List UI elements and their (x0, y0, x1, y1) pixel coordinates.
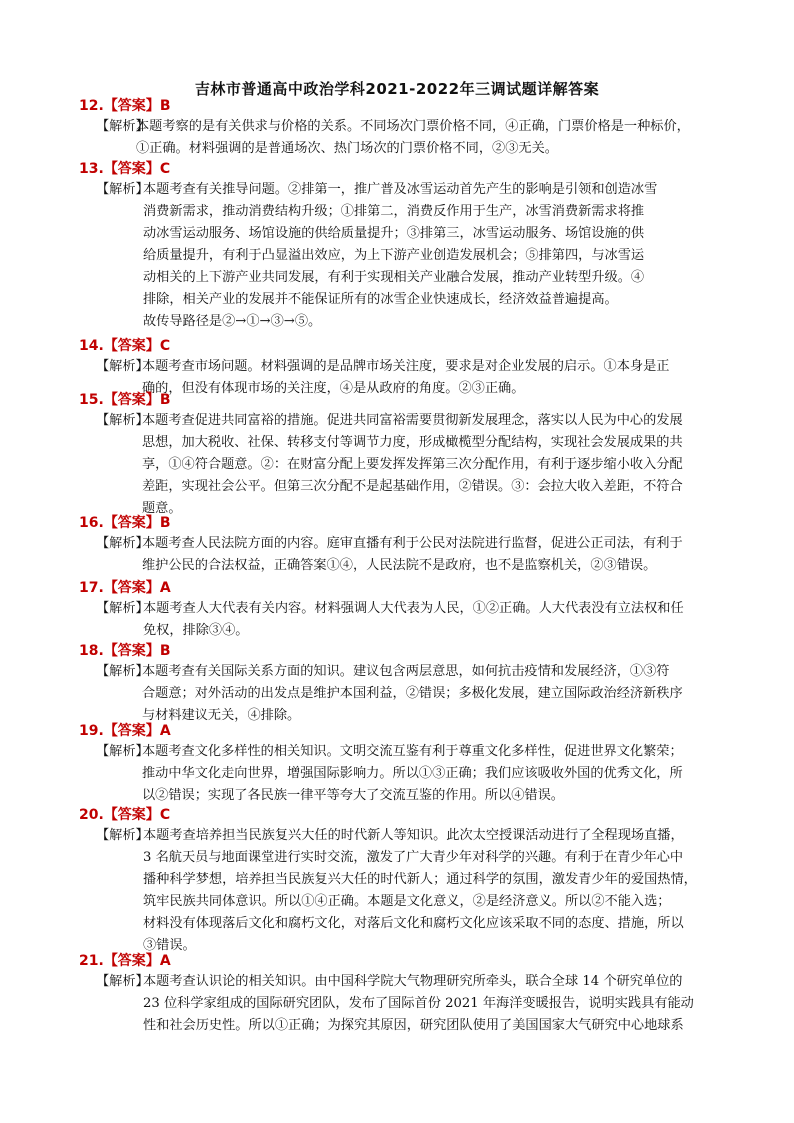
answer-line (79, 951, 730, 971)
answer-line (79, 159, 730, 179)
analysis-tag: 【解析】 (96, 664, 149, 679)
analysis-text-line: ③错误。 (143, 938, 196, 953)
analysis-text-line: ①正确。材料强调的是普通场次、热门场次的门票价格不同，②③无关。 (136, 141, 558, 156)
question-number: 12. (79, 98, 104, 114)
answer-tag: 【答案】 (103, 643, 160, 659)
analysis-tag: 【解析】 (96, 601, 149, 616)
answer-line (79, 641, 730, 661)
answer-letter: C (159, 338, 171, 354)
analysis-block (79, 179, 730, 333)
answer-letter: C (159, 807, 171, 823)
analysis-text: 本题考查人民法院方面的内容。庭审直播有利于公民对法院进行监督，促进公正司法，有利于 (142, 536, 683, 551)
answer-line (79, 390, 730, 410)
analysis-text: 本题考查人大代表有关内容。材料强调人大代表为人民，①②正确。人大代表没有立法权和任 (143, 601, 684, 616)
analysis-text-line: 筑牢民族共同体意识。所以①④正确。本题是文化意义，②是经济意义。所以②不能入选； (143, 894, 671, 909)
analysis-text-line: 差距，实现社会公平。但第三次分配不是起基础作用，②错误。③：会拉大收入差距，不符合 (142, 479, 683, 494)
analysis-tag: 【解析】 (96, 536, 149, 551)
answer-tag: 【答案】 (103, 580, 160, 596)
analysis-block (79, 410, 730, 520)
answer-tag: 【答案】 (103, 161, 160, 177)
analysis-text: 本题考查有关国际关系方面的知识。建议包含两层意思，如何抗击疫情和发展经济，①③符 (142, 664, 670, 679)
answer-line (79, 578, 730, 598)
analysis-text-line: 确的，但没有体现市场的关注度，④是从政府的角度。②③正确。 (142, 381, 525, 396)
question-number: 16. (79, 515, 104, 531)
question-number: 19. (79, 723, 104, 739)
analysis-tag: 【解析】 (96, 119, 149, 134)
analysis-text: 本题考查市场问题。材料强调的是品牌市场关注度，要求是对企业发展的启示。①本身是正 (142, 359, 670, 374)
answer-letter: B (159, 515, 171, 531)
question-number: 20. (79, 807, 104, 823)
question-number: 21. (79, 953, 104, 969)
answer-letter: B (159, 392, 171, 408)
page-title: 吉林市普通高中政治学科2021-2022年三调试题详解答案 (194, 80, 600, 98)
analysis-text-line: 材料没有体现落后文化和腐朽文化，对落后文化和腐朽文化应该采取不同的态度、措施，所以 (143, 916, 684, 931)
answer-line (79, 721, 730, 741)
answer-item (79, 390, 730, 520)
analysis-text-line: 享，①④符合题意。②：在财富分配上要发挥发挥第三次分配作用，有利于逐步缩小收入分配 (142, 457, 683, 472)
answer-tag: 【答案】 (103, 338, 160, 354)
answer-line (79, 96, 730, 116)
analysis-text-line: 维护公民的合法权益，正确答案①④，人民法院不是政府，也不是监察机关，②③错误。 (142, 558, 657, 573)
analysis-text-line: 性和社会历史性。所以①正确；为探究其原因，研究团队使用了美国国家大气研究中心地球系 (143, 1018, 684, 1033)
analysis-block (79, 533, 730, 577)
answer-letter: A (159, 580, 171, 596)
analysis-text-line: 思想，加大税收、社保、转移支付等调节力度，形成橄榄型分配结构，实现社会发展成果的共 (142, 435, 683, 450)
answer-line (79, 805, 730, 825)
question-number: 18. (79, 643, 104, 659)
analysis-text: 本题考查文化多样性的相关知识。文明交流互鉴有利于尊重文化多样性，促进世界文化繁荣； (142, 744, 683, 759)
answer-line (79, 513, 730, 533)
analysis-block (79, 825, 730, 957)
answer-item (79, 805, 730, 957)
answer-item (79, 96, 730, 160)
analysis-tag: 【解析】 (96, 974, 149, 989)
question-number: 13. (79, 161, 104, 177)
analysis-text-line: 以②错误；实现了各民族一律平等夸大了交流互鉴的作用。所以④错误。 (142, 788, 564, 803)
analysis-text-line: 合题意；对外活动的出发点是维护本国利益，②错误；多极化发展，建立国际政治经济新秩序 (142, 686, 683, 701)
answer-tag: 【答案】 (103, 515, 160, 531)
answer-tag: 【答案】 (103, 392, 160, 408)
answer-letter: B (159, 98, 171, 114)
answer-item (79, 578, 730, 642)
analysis-block (79, 116, 730, 160)
analysis-text-line: 与材料建议无关，④排除。 (142, 708, 301, 723)
answer-letter: A (159, 953, 171, 969)
analysis-tag: 【解析】 (96, 828, 149, 843)
analysis-text: 本题考查认识论的相关知识。由中国科学院大气物理研究所牵头，联合全球 14 个研究单位的 (143, 974, 683, 989)
analysis-text: 本题考察的是有关供求与价格的关系。不同场次门票价格不同，④正确，门票价格是一种标价， (136, 119, 690, 134)
analysis-text-line: 免权，排除③④。 (143, 623, 249, 638)
question-number: 17. (79, 580, 104, 596)
answer-item (79, 951, 730, 1037)
analysis-block (79, 661, 730, 727)
answer-tag: 【答案】 (103, 723, 160, 739)
analysis-text-line: 给质量提升，有利于凸显溢出效应，为上下游产业创造发展机会；⑤排第四，与冰雪运 (143, 248, 645, 263)
analysis-text-line: 排除，相关产业的发展并不能保证所有的冰雪企业快速成长，经济效益普遍提高。 (143, 292, 618, 307)
analysis-text-line: 推动中华文化走向世界，增强国际影响力。所以①③正确；我们应该吸收外国的优秀文化，所 (142, 766, 683, 781)
analysis-text-line: 消费新需求，推动消费结构升级；①排第二，消费反作用于生产，冰雪消费新需求将推 (143, 204, 645, 219)
analysis-tag: 【解析】 (96, 182, 149, 197)
analysis-text-line: 3 名航天员与地面课堂进行实时交流，激发了广大青少年对科学的兴趣。有利于在青少年心中 (143, 850, 684, 865)
analysis-text-line: 23 位科学家组成的国际研究团队，发布了国际首份 2021 年海洋变暖报告，说明实践具有能动 (143, 996, 694, 1011)
analysis-block (79, 741, 730, 807)
analysis-text: 本题考查有关推导问题。②排第一，推广普及冰雪运动首先产生的影响是引领和创造冰雪 (143, 182, 658, 197)
answer-item (79, 721, 730, 807)
answer-letter: C (159, 161, 171, 177)
answer-letter: B (159, 643, 171, 659)
analysis-block (79, 971, 730, 1037)
answer-line (79, 336, 730, 356)
analysis-text-line: 动冰雪运动服务、场馆设施的供给质量提升；③排第三，冰雪运动服务、场馆设施的供 (143, 226, 645, 241)
answer-item (79, 159, 730, 333)
analysis-text-line: 动相关的上下游产业共同发展，有利于实现相关产业融合发展，推动产业转型升级。④ (143, 270, 645, 285)
question-number: 15. (79, 392, 104, 408)
analysis-text-line: 故传导路径是②→①→③→⑤。 (143, 314, 322, 329)
analysis-block (79, 598, 730, 642)
answer-tag: 【答案】 (103, 953, 160, 969)
analysis-text-line: 题意。 (142, 501, 182, 516)
analysis-tag: 【解析】 (96, 359, 149, 374)
answer-tag: 【答案】 (103, 807, 160, 823)
analysis-text-line: 播种科学梦想，培养担当民族复兴大任的时代新人；通过科学的氛围，激发青少年的爱国热情， (143, 872, 697, 887)
answer-letter: A (159, 723, 171, 739)
analysis-text: 本题考查促进共同富裕的措施。促进共同富裕需要贯彻新发展理念，落实以人民为中心的发展 (142, 413, 683, 428)
answer-item (79, 641, 730, 727)
question-number: 14. (79, 338, 104, 354)
analysis-tag: 【解析】 (96, 744, 149, 759)
analysis-tag: 【解析】 (96, 413, 149, 428)
analysis-text: 本题考查培养担当民族复兴大任的时代新人等知识。此次太空授课活动进行了全程现场直播， (143, 828, 684, 843)
answer-item (79, 513, 730, 577)
answer-tag: 【答案】 (103, 98, 160, 114)
